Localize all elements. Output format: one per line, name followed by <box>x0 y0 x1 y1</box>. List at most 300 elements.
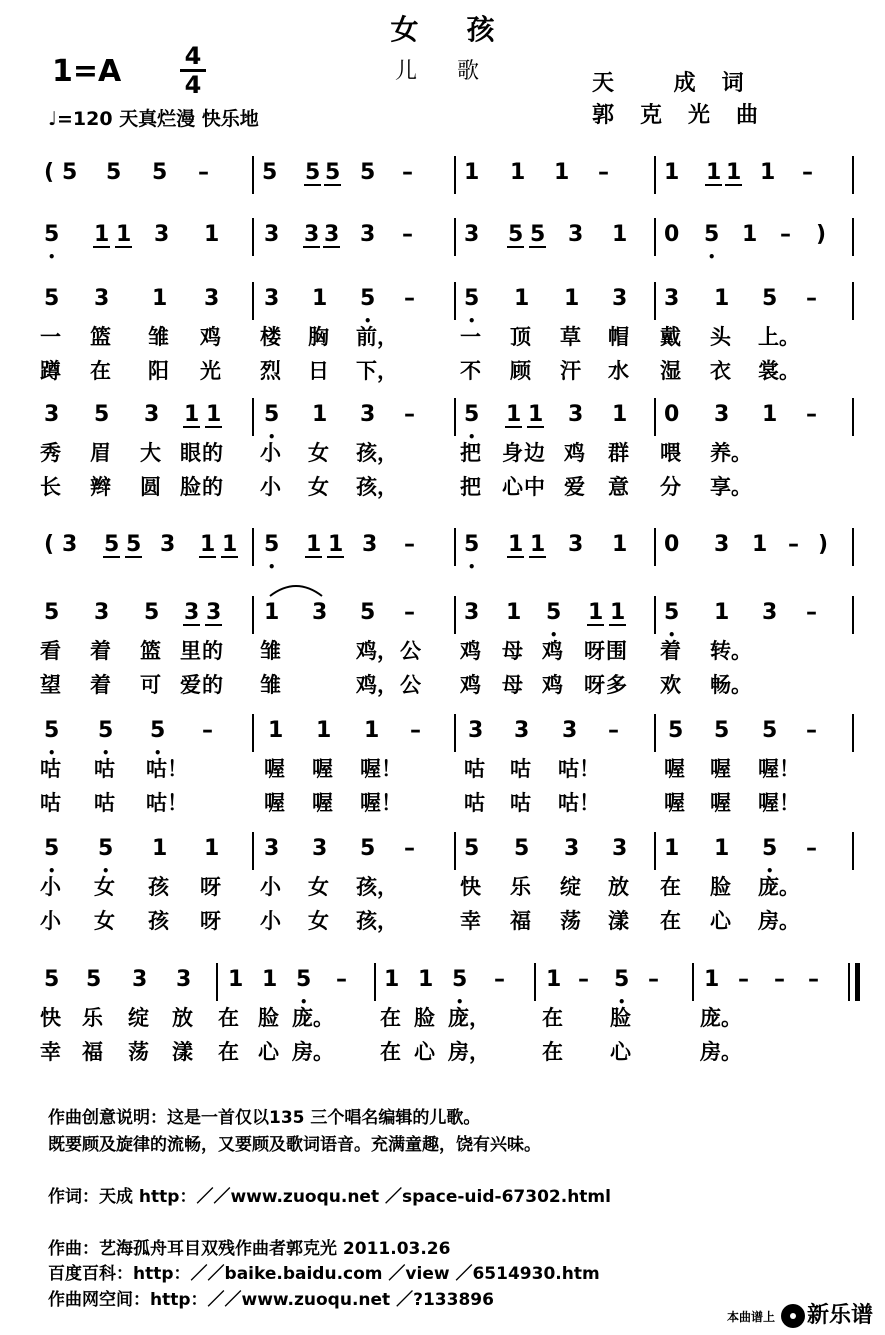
lyric-syllable: 前， <box>356 325 398 349</box>
lyric-syllable: 顶 <box>510 325 531 349</box>
lyric-syllable: 孩， <box>356 909 398 933</box>
lyric-syllable: 咕 <box>40 757 61 781</box>
bar-line <box>454 714 456 752</box>
lyric-syllable: 脸 <box>414 1006 435 1030</box>
lyric-syllable: 乐 <box>510 875 531 899</box>
lyric-syllable: 的 <box>202 639 223 663</box>
note: 1 <box>152 836 168 861</box>
note: 5 <box>514 836 530 861</box>
lyric-syllable: 篮 <box>140 639 161 663</box>
note: 3 <box>264 222 280 247</box>
note: – <box>404 532 415 557</box>
lyric-syllable: 着 <box>90 673 111 697</box>
bar-line <box>252 282 254 320</box>
footer-space: 作曲网空间：http：／／www.zuoqu.net ／?133896 <box>48 1290 494 1310</box>
lyric-syllable: 身 <box>502 441 523 465</box>
note: – <box>404 286 415 311</box>
slur-mark <box>266 580 326 600</box>
note: 1 <box>762 402 778 427</box>
note: 5 <box>325 158 340 188</box>
footer-note-2: 既要顾及旋律的流畅，又要顾及歌词语音。充满童趣，饶有兴味。 <box>48 1135 541 1155</box>
lyric-syllable: 戴 <box>660 325 681 349</box>
lyric-syllable: 里 <box>180 639 201 663</box>
note: • 5 <box>546 598 561 628</box>
note: 1 <box>418 967 434 992</box>
note: – <box>806 402 817 427</box>
note: 3 <box>562 718 578 743</box>
lyric-syllable: 快 <box>40 1006 61 1030</box>
lyric-syllable: 孩， <box>356 875 398 899</box>
footer-lyricist: 作词：天成 http：／／www.zuoqu.net ／space-uid-67302.html <box>48 1187 611 1207</box>
note: ) <box>818 532 829 557</box>
bar-line <box>852 596 854 634</box>
note-row <box>0 400 885 440</box>
lyric-syllable: 爱 <box>564 475 585 499</box>
lyric-syllable: 女 <box>94 875 115 899</box>
lyric-syllable: 上。 <box>758 325 800 349</box>
note: 5 <box>714 718 730 743</box>
lyric-syllable: 咕 <box>510 791 531 815</box>
lyric-syllable: 心 <box>610 1040 631 1064</box>
note: • 5 <box>664 598 679 628</box>
note: 1 <box>206 400 221 430</box>
note: • 5 <box>614 965 629 995</box>
note: 5 <box>668 718 684 743</box>
note: 5 <box>44 600 60 625</box>
lyric-syllable: 孩， <box>356 441 398 465</box>
lyric-syllable: 阳 <box>148 359 169 383</box>
note: • 5 <box>704 220 719 250</box>
lyric-syllable: 放 <box>608 875 629 899</box>
lyric-syllable: 喔 <box>264 791 285 815</box>
note: 1 <box>262 967 278 992</box>
note: ( <box>44 532 55 557</box>
lyric-syllable: 心 <box>258 1040 279 1064</box>
lyric-syllable: 咕！ <box>558 791 600 815</box>
lyric-syllable: 咕 <box>94 791 115 815</box>
lyric-syllable: 中 <box>524 475 545 499</box>
note: 3 <box>568 222 584 247</box>
note: 1 <box>316 718 332 743</box>
note: 3 <box>664 286 680 311</box>
note: – <box>780 222 791 247</box>
note: 3 <box>176 967 192 992</box>
lyric-syllable: 放 <box>172 1006 193 1030</box>
lyric-syllable: 长 <box>40 475 61 499</box>
note: • 5 <box>464 284 479 314</box>
lyric-syllable: 心 <box>710 909 731 933</box>
note: 1 <box>528 400 543 430</box>
bar-line <box>454 282 456 320</box>
note: 3 <box>160 532 176 557</box>
note: 1 <box>94 220 109 250</box>
lyric-syllable: 鸡， <box>356 639 398 663</box>
note: 3 <box>94 286 110 311</box>
lyric-syllable: 楼 <box>260 325 281 349</box>
note: 3 <box>568 532 584 557</box>
lyric-syllable: 雏 <box>148 325 169 349</box>
lyric-syllable: 在 <box>542 1040 563 1064</box>
note: – <box>608 718 619 743</box>
bar-line <box>654 528 656 566</box>
lyric-syllable: 分 <box>660 475 681 499</box>
note: 5 <box>508 220 523 250</box>
lyric-syllable: 在 <box>660 909 681 933</box>
lyric-syllable: 喔 <box>264 757 285 781</box>
note: 3 <box>312 600 328 625</box>
lyric-syllable: 着 <box>660 639 681 663</box>
note: – <box>598 160 609 185</box>
lyric-syllable: 草 <box>560 325 581 349</box>
note: – <box>808 967 819 992</box>
lyric-syllable: 水 <box>608 359 629 383</box>
note-row <box>0 158 885 198</box>
note: 1 <box>152 286 168 311</box>
note: 0 <box>664 402 680 427</box>
logo-text: 新乐谱 <box>806 1303 873 1328</box>
lyric-syllable: 喔！ <box>360 791 402 815</box>
note: 1 <box>116 220 131 250</box>
note: 0 <box>664 222 680 247</box>
lyricist-credit: 天 成词 <box>592 71 770 96</box>
bar-line <box>692 963 694 1001</box>
bar-line <box>252 714 254 752</box>
bar-line <box>852 528 854 566</box>
lyric-syllable: 幸 <box>460 909 481 933</box>
note: 1 <box>742 222 758 247</box>
bar-line <box>654 156 656 194</box>
lyric-syllable: 母 <box>502 673 523 697</box>
note: – <box>774 967 785 992</box>
note: 1 <box>228 967 244 992</box>
lyric-syllable: 在 <box>218 1006 239 1030</box>
lyric-syllable: 孩， <box>356 475 398 499</box>
lyric-syllable: 雏 <box>260 639 281 663</box>
bar-line <box>852 156 854 194</box>
bar-line <box>454 156 456 194</box>
note: – <box>404 600 415 625</box>
lyric-syllable: 喔 <box>312 791 333 815</box>
bar-line <box>454 218 456 256</box>
lyric-syllable: 女 <box>308 475 329 499</box>
lyric-syllable: 鸡 <box>460 673 481 697</box>
lyric-syllable: 在 <box>380 1040 401 1064</box>
lyric-syllable: 看 <box>40 639 61 663</box>
lyric-syllable: 把 <box>460 441 481 465</box>
lyric-syllable: 脸 <box>710 875 731 899</box>
bar-line <box>454 398 456 436</box>
note: 3 <box>612 836 628 861</box>
lyric-syllable: 喂 <box>660 441 681 465</box>
note: – <box>198 160 209 185</box>
lyric-syllable: 脸 <box>180 475 201 499</box>
note: 5 <box>44 967 60 992</box>
note: 3 <box>464 600 480 625</box>
bar-line <box>654 218 656 256</box>
lyric-syllable: 喔！ <box>758 757 800 781</box>
bar-line <box>852 714 854 752</box>
note: 3 <box>144 402 160 427</box>
logo-small-text: 本曲谱上 <box>726 1309 775 1324</box>
lyric-syllable: 光 <box>200 359 221 383</box>
site-logo[interactable] <box>727 1298 873 1329</box>
composer-credit: 郭克光曲 <box>592 103 785 128</box>
note: 1 <box>364 718 380 743</box>
note: 1 <box>706 158 721 188</box>
lyric-syllable: 爱 <box>180 673 201 697</box>
note: 5 <box>530 220 545 250</box>
lyric-syllable: 多 <box>606 673 627 697</box>
bar-line <box>454 596 456 634</box>
lyric-syllable: 喔！ <box>758 791 800 815</box>
lyric-syllable: 裳。 <box>758 359 800 383</box>
note: • 5 <box>98 834 113 864</box>
lyric-syllable: 群 <box>608 441 629 465</box>
note: 3 <box>312 836 328 861</box>
lyric-syllable: 庞。 <box>758 875 800 899</box>
lyric-syllable: 顾 <box>510 359 531 383</box>
lyric-syllable: 边 <box>524 441 545 465</box>
bar-line <box>252 832 254 870</box>
lyric-syllable: 咕 <box>94 757 115 781</box>
lyric-syllable: 的 <box>202 475 223 499</box>
lyric-syllable: 眼 <box>180 441 201 465</box>
note: 5 <box>126 530 141 560</box>
note: 3 <box>94 600 110 625</box>
lyric-syllable: 眉 <box>90 441 111 465</box>
note-row <box>0 598 885 638</box>
note: 1 <box>752 532 768 557</box>
lyric-syllable: 鸡 <box>542 673 563 697</box>
bar-line <box>454 832 456 870</box>
lyric-syllable: 荡 <box>128 1040 149 1064</box>
lyric-syllable: 福 <box>510 909 531 933</box>
lyric-syllable: 快 <box>460 875 481 899</box>
note: – <box>578 967 589 992</box>
lyric-syllable: 小 <box>260 875 281 899</box>
note: – <box>806 718 817 743</box>
lyric-syllable: 脸 <box>258 1006 279 1030</box>
note: 1 <box>268 718 284 743</box>
note: 3 <box>304 220 319 250</box>
lyric-syllable: 喔 <box>710 791 731 815</box>
lyric-syllable: 荡 <box>560 909 581 933</box>
note: 3 <box>206 598 221 628</box>
note: 3 <box>360 402 376 427</box>
note: – <box>410 718 421 743</box>
note: 3 <box>360 222 376 247</box>
lyric-syllable: 咕 <box>40 791 61 815</box>
lyric-syllable: 孩 <box>148 875 169 899</box>
bar-line <box>852 832 854 870</box>
note: 1 <box>264 600 280 625</box>
note: 1 <box>564 286 580 311</box>
note: – <box>806 836 817 861</box>
note: 5 <box>762 718 778 743</box>
lyric-syllable: 庞， <box>448 1006 490 1030</box>
note: 1 <box>546 967 562 992</box>
lyric-syllable: 脸 <box>610 1006 631 1030</box>
note: 1 <box>464 160 480 185</box>
lyric-syllable: 公 <box>400 639 421 663</box>
note: 1 <box>312 286 328 311</box>
bar-line <box>654 282 656 320</box>
note: • 5 <box>44 220 59 250</box>
note-row <box>0 220 885 260</box>
lyric-syllable: 蹲 <box>40 359 61 383</box>
note: • 5 <box>464 400 479 430</box>
lyric-syllable: 胸 <box>308 325 329 349</box>
note: 3 <box>362 532 378 557</box>
note: – <box>402 222 413 247</box>
note: 1 <box>664 160 680 185</box>
bar-line <box>852 282 854 320</box>
note: 1 <box>554 160 570 185</box>
footer-baike: 百度百科：http：／／baike.baidu.com ／view ／6514930.htm <box>48 1264 600 1284</box>
note: 1 <box>714 286 730 311</box>
lyric-syllable: 绽 <box>128 1006 149 1030</box>
note: 5 <box>106 160 122 185</box>
note: 1 <box>384 967 400 992</box>
note: 5 <box>360 600 376 625</box>
lyric-syllable: 鸡， <box>356 673 398 697</box>
bar-line <box>534 963 536 1001</box>
lyric-syllable: 围 <box>606 639 627 663</box>
note: 3 <box>132 967 148 992</box>
lyric-syllable: 秀 <box>40 441 61 465</box>
note: 5 <box>762 286 778 311</box>
bar-line <box>654 596 656 634</box>
note: 3 <box>184 598 199 628</box>
lyric-syllable: 喔 <box>664 757 685 781</box>
note-row <box>0 716 885 756</box>
lyric-syllable: 养。 <box>710 441 752 465</box>
lyric-syllable: 辫 <box>90 475 111 499</box>
note: • 5 <box>44 834 59 864</box>
tempo-marking: ♩=120 天真烂漫 快乐地 <box>48 108 259 130</box>
note: • 5 <box>98 716 113 746</box>
lyric-syllable: 呀 <box>200 875 221 899</box>
lyric-syllable: 雏 <box>260 673 281 697</box>
lyric-syllable: 把 <box>460 475 481 499</box>
disc-icon <box>781 1304 805 1328</box>
note: 5 <box>262 160 278 185</box>
lyric-syllable: 欢 <box>660 673 681 697</box>
lyric-syllable: 小 <box>260 909 281 933</box>
lyric-syllable: 漾 <box>608 909 629 933</box>
lyric-syllable: 一 <box>40 325 61 349</box>
note-row <box>0 834 885 874</box>
lyric-syllable: 咕！ <box>146 791 188 815</box>
lyric-syllable: 庞。 <box>700 1006 742 1030</box>
note: • 5 <box>264 530 279 560</box>
lyric-syllable: 圆 <box>140 475 161 499</box>
note: 1 <box>530 530 545 560</box>
lyric-syllable: 女 <box>308 875 329 899</box>
note: 5 <box>62 160 78 185</box>
lyric-syllable: 房， <box>448 1040 490 1064</box>
lyric-syllable: 大 <box>140 441 161 465</box>
note: 5 <box>305 158 320 188</box>
note: 3 <box>264 836 280 861</box>
lyric-syllable: 母 <box>502 639 523 663</box>
note: • 5 <box>452 965 467 995</box>
note: – <box>738 967 749 992</box>
note: – <box>788 532 799 557</box>
lyric-syllable: 可 <box>140 673 161 697</box>
note: 3 <box>564 836 580 861</box>
lyric-syllable: 呀 <box>584 639 605 663</box>
bar-line <box>852 218 854 256</box>
key-signature: 1=A <box>52 54 122 89</box>
note: 5 <box>360 836 376 861</box>
lyric-syllable: 汗 <box>560 359 581 383</box>
note: – <box>404 836 415 861</box>
note: 1 <box>506 600 522 625</box>
note: 3 <box>324 220 339 250</box>
final-bar-line <box>848 963 850 1001</box>
note: 1 <box>760 160 776 185</box>
bar-line <box>454 528 456 566</box>
note: 3 <box>714 532 730 557</box>
bar-line <box>252 218 254 256</box>
note: 1 <box>204 222 220 247</box>
lyric-syllable: 享。 <box>710 475 752 499</box>
lyric-syllable: 畅。 <box>710 673 752 697</box>
note: 5 <box>144 600 160 625</box>
lyric-syllable: 呀 <box>584 673 605 697</box>
lyric-syllable: 衣 <box>710 359 731 383</box>
note: 5 <box>360 160 376 185</box>
lyric-syllable: 下， <box>356 359 398 383</box>
note: 1 <box>312 402 328 427</box>
lyric-syllable: 望 <box>40 673 61 697</box>
note: 1 <box>204 836 220 861</box>
note: 3 <box>762 600 778 625</box>
bar-line <box>852 398 854 436</box>
time-signature <box>180 44 206 97</box>
footer-note-1: 作曲创意说明：这是一首仅以135 三个唱名编辑的儿歌。 <box>48 1108 481 1128</box>
lyric-syllable: 转。 <box>710 639 752 663</box>
note: 0 <box>664 532 680 557</box>
note-row <box>0 965 885 1005</box>
note: – <box>802 160 813 185</box>
lyric-syllable: 女 <box>94 909 115 933</box>
note: • 5 <box>464 530 479 560</box>
note: 1 <box>612 532 628 557</box>
bar-line <box>252 596 254 634</box>
note: • 5 <box>150 716 165 746</box>
note: • 5 <box>264 400 279 430</box>
lyric-syllable: 喔！ <box>360 757 402 781</box>
note: 3 <box>714 402 730 427</box>
note: 3 <box>468 718 484 743</box>
bar-line <box>654 714 656 752</box>
note: 1 <box>664 836 680 861</box>
lyric-syllable: 孩 <box>148 909 169 933</box>
lyric-syllable: 福 <box>82 1040 103 1064</box>
lyric-syllable: 在 <box>218 1040 239 1064</box>
note: 1 <box>514 286 530 311</box>
note: 1 <box>506 400 521 430</box>
note: 5 <box>104 530 119 560</box>
lyric-syllable: 的 <box>202 441 223 465</box>
bar-line <box>374 963 376 1001</box>
lyric-syllable: 喔 <box>664 791 685 815</box>
note: 3 <box>204 286 220 311</box>
note: 1 <box>510 160 526 185</box>
note: 1 <box>222 530 237 560</box>
